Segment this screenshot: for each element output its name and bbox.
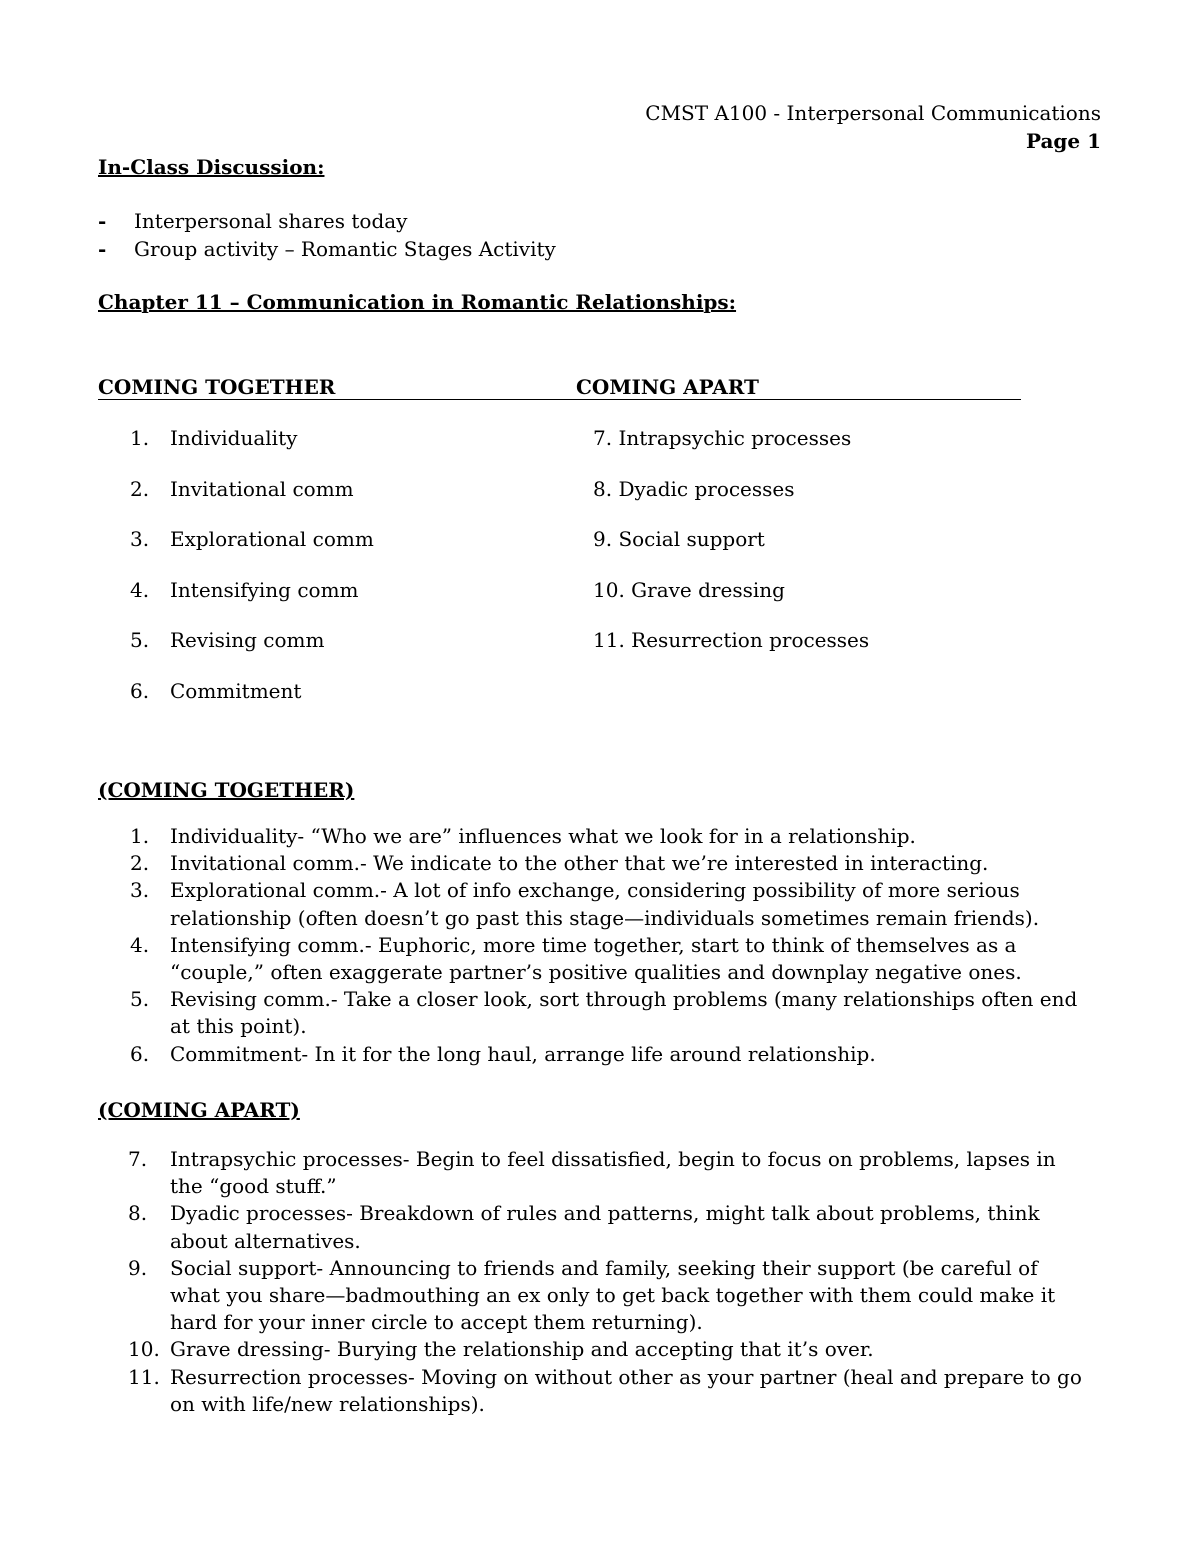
stage-number: 3. — [130, 527, 150, 551]
course-title: CMST A100 - Interpersonal Communications — [645, 101, 1101, 125]
item-number: 9. — [128, 1255, 148, 1280]
stage-item: 7. Intrapsychic processes — [593, 426, 852, 450]
item-number: 2. — [130, 851, 150, 876]
stage-number: 4. — [130, 577, 150, 602]
item-number: 4. — [130, 932, 150, 957]
stage-item: 9. Social support — [593, 527, 765, 551]
item-text: Revising comm.- Take a closer look, sort through problems (many relationships often end at this point). — [170, 987, 1078, 1039]
item-number: 11. — [128, 1364, 160, 1389]
coming-together-column-heading: COMING TOGETHER — [98, 375, 576, 400]
item-number: 8. — [128, 1201, 148, 1226]
stage-item — [130, 526, 374, 577]
description-item — [130, 986, 1090, 1040]
stage-item: 8. Dyadic processes — [593, 476, 795, 501]
description-item — [130, 823, 1090, 850]
list-item — [98, 235, 556, 263]
coming-apart-column-heading: COMING APART — [576, 375, 1021, 400]
stage-item — [130, 577, 374, 628]
item-text: Social support- Announcing to friends and family, seeking their support (be careful of what you share—badmouthing an ex only to get back together with them could make it hard for your inner circle to accept them returning). — [170, 1255, 1056, 1335]
coming-apart-stages — [593, 425, 869, 678]
description-item — [130, 932, 1090, 986]
stage-number: 6. — [130, 678, 150, 703]
stage-item — [130, 476, 374, 527]
item-number: 7. — [128, 1147, 148, 1171]
description-item — [130, 850, 1090, 877]
stage-number: 5. — [130, 628, 150, 652]
stage-label: Revising comm — [170, 628, 325, 652]
coming-apart-section-heading: (COMING APART) — [98, 1098, 300, 1122]
description-item — [130, 1336, 1090, 1363]
stage-label: Invitational comm — [170, 476, 354, 501]
stage-item: 11. Resurrection processes — [593, 628, 870, 652]
description-item — [130, 1364, 1090, 1418]
item-number: 3. — [130, 878, 150, 903]
item-number: 1. — [130, 824, 150, 848]
stage-label: Explorational comm — [170, 527, 374, 551]
item-text: Resurrection processes- Moving on without other as your partner (heal and prepare to go on with life/new relationships). — [170, 1364, 1082, 1416]
coming-together-section-heading: (COMING TOGETHER) — [98, 778, 355, 802]
description-item — [130, 1200, 1090, 1254]
stage-label: Individuality — [170, 426, 298, 450]
dash-bullet: - — [98, 209, 107, 233]
coming-apart-descriptions — [130, 1146, 1090, 1418]
chapter-heading: Chapter 11 – Communication in Romantic Relationships: — [98, 290, 737, 314]
discussion-list — [98, 207, 556, 263]
item-text: Dyadic processes- Breakdown of rules and patterns, might talk about problems, think about alternatives. — [170, 1201, 1040, 1253]
item-number: 6. — [130, 1041, 150, 1066]
item-text: Invitational comm.- We indicate to the other that we’re interested in interacting. — [170, 851, 989, 876]
stage-item — [130, 678, 374, 729]
coming-together-stages — [130, 425, 374, 728]
item-number: 5. — [130, 987, 150, 1012]
stage-item — [130, 627, 374, 678]
item-text: Commitment- In it for the long haul, arrange life around relationship. — [170, 1041, 876, 1066]
description-item — [130, 1255, 1090, 1337]
list-item — [98, 207, 556, 235]
item-number: 10. — [128, 1337, 160, 1362]
item-text: Explorational comm.- A lot of info exchange, considering possibility of more serious relationship (often doesn’t go past this stage—individuals sometimes remain friends). — [170, 878, 1040, 930]
stage-number: 2. — [130, 476, 150, 501]
description-item — [130, 1041, 1090, 1068]
stage-item — [130, 425, 374, 476]
description-item — [130, 877, 1090, 931]
item-text: Individuality- “Who we are” influences what we look for in a relationship. — [170, 824, 916, 848]
item-text: Intrapsychic processes- Begin to feel dissatisfied, begin to focus on problems, lapses in the “good stuff.” — [170, 1147, 1056, 1199]
stage-label: Commitment — [170, 678, 302, 703]
stage-label: Intensifying comm — [170, 577, 359, 602]
item-text: Grave dressing- Burying the relationship and accepting that it’s over. — [170, 1337, 874, 1362]
list-item-text: Group activity – Romantic Stages Activity — [134, 237, 556, 261]
page-number: Page 1 — [1025, 129, 1101, 153]
list-item-text: Interpersonal shares today — [134, 209, 408, 233]
stage-number: 1. — [130, 426, 150, 450]
discussion-heading: In-Class Discussion: — [98, 155, 325, 179]
dash-bullet: - — [98, 237, 107, 261]
stage-item: 10. Grave dressing — [593, 577, 785, 602]
coming-together-descriptions — [130, 823, 1090, 1068]
description-item — [130, 1146, 1090, 1200]
item-text: Intensifying comm.- Euphoric, more time together, start to think of themselves as a “couple,” often exaggerate partner’s positive qualities and downplay negative ones. — [170, 932, 1022, 985]
